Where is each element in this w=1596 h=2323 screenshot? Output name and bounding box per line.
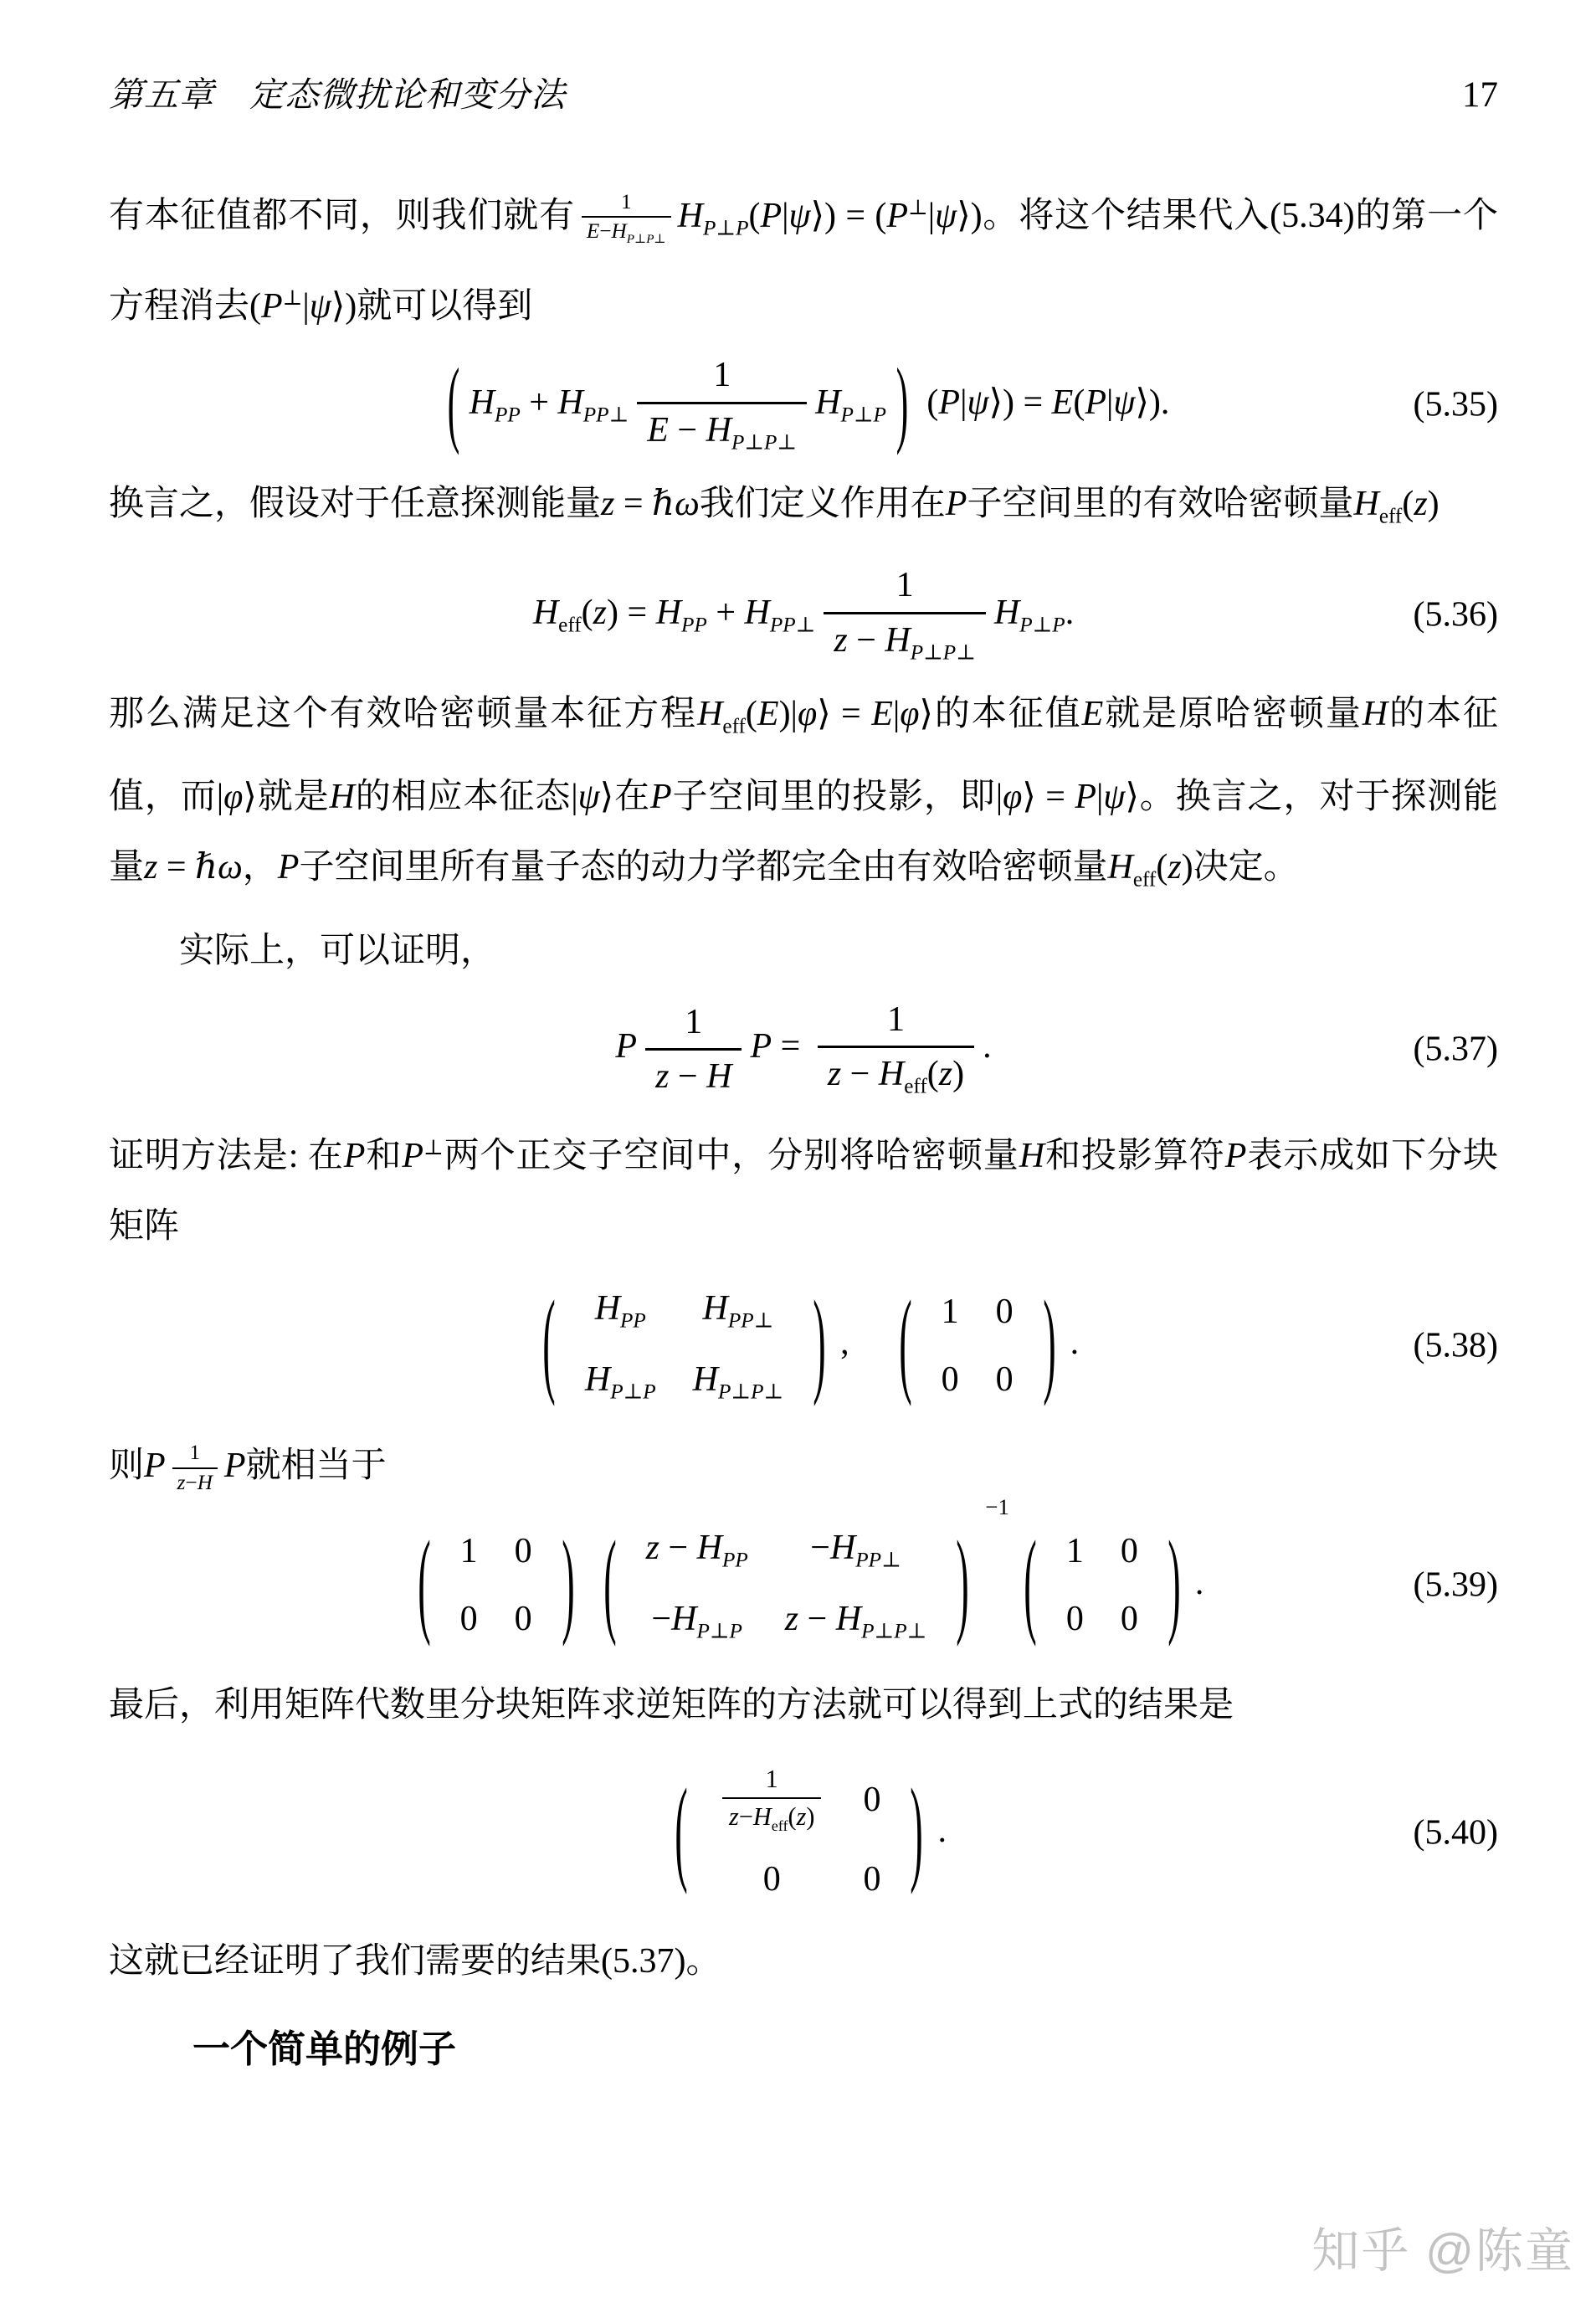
equation-5-36-body: $H_{eff}(z) = H_{PP} + H_{PP\perp}$ $\frac{1}{z - H_{P\perp P\perp}}$ $H_{P\perp P}$.	[532, 566, 1075, 665]
equation-5-37-body: P $\frac{1}{z - H}$ P = $\frac{1}{z - H_{eff}(z)}$ .	[615, 1000, 992, 1098]
equation-5-38	[109, 1275, 1498, 1417]
equation-5-36-number: (5.36)	[1413, 595, 1498, 635]
paragraph-intro: 有本征值都不同，则我们就有 $\frac{1}{E-H_{P\perp P\perp}}$ $H_{P\perp P}(P|\psi⟩)$ = (P⊥|ψ⟩)。将这个结果代入(5.34)的第一个方程消去(P⊥|ψ⟩)就可以得到	[109, 190, 1498, 326]
paragraph-block-inverse: 最后，利用矩阵代数里分块矩阵求逆矩阵的方法就可以得到上式的结果是	[109, 1686, 1234, 1725]
page-body	[0, 173, 1596, 2073]
equation-5-36	[109, 565, 1498, 666]
chapter-title: 第五章 定态微扰论和变分法	[109, 75, 566, 114]
equation-5-37-number: (5.37)	[1413, 1030, 1498, 1069]
paragraph-equivalent-to: 则P $\frac{1}{z-H}$ P就相当于	[109, 1442, 387, 1495]
equation-5-38-body: ( $H_{PP}$ $H_{PP\perp}$ $H_{P\perp P}$ $H_{P\perp P\perp}$ ) , ( 1 0 0 0 ) .	[542, 1280, 1080, 1410]
paragraph-in-fact: 实际上，可以证明，	[179, 931, 496, 970]
equation-5-35-number: (5.35)	[1413, 385, 1498, 424]
equation-5-35	[109, 352, 1498, 458]
page-number: 17	[1462, 75, 1498, 115]
equation-5-37	[109, 1000, 1498, 1100]
paragraph-eigenvalue-discussion: 那么满足这个有效哈密顿量本征方程$H_{eff}(E)|\varphi⟩$ = E|φ⟩的本征值E就是原哈密顿量H的本征值，而|φ⟩就是H的相应本征态|ψ⟩在P子空间里的投影，即|φ⟩ = P|ψ⟩。换言之，对于探测能量z = ℏω，P子空间里所有量子态的动力学都完全由有效哈密顿量$H_{eff}(z)$决定。	[109, 695, 1498, 892]
watermark-zhihu: 知乎 @陈童	[1311, 2224, 1574, 2278]
section-heading-simple-example: 一个简单的例子	[192, 2028, 457, 2071]
equation-5-38-number: (5.38)	[1413, 1326, 1498, 1365]
paragraph-proof-method: 证明方法是: 在P和P⊥两个正交子空间中，分别将哈密顿量H和投影算符P表示成如下分块矩阵	[109, 1136, 1498, 1246]
equation-5-39-body: ( 1 0 0 0 ) ( $z - H_{PP}$ $-H_{PP\perp}$ $-H_{P\perp P}$ $z - H_{P\perp P\perp}$ ) $^{-1}$ ( 1 0 0 0 ) .	[417, 1493, 1204, 1650]
equation-5-40	[109, 1754, 1498, 1913]
equation-5-40-body: ( $\frac{1}{z-H_{eff}(z)}$ 0 0 0 ) .	[675, 1765, 947, 1899]
equation-5-39-number: (5.39)	[1413, 1565, 1498, 1605]
equation-5-35-body: ( $H_{PP} + H_{PP\perp}$ $\frac{1}{E - H_{P\perp P\perp}}$ $H_{P\perp P}$ ) (P|ψ⟩) = E(P|ψ⟩).	[447, 352, 1170, 458]
equation-5-39	[109, 1493, 1498, 1657]
page-header	[0, 0, 1596, 116]
paragraph-conclusion: 这就已经证明了我们需要的结果(5.37)。	[109, 1942, 721, 1981]
equation-5-40-number: (5.40)	[1413, 1813, 1498, 1853]
paragraph-define-heff: 换言之，假设对于任意探测能量z = ℏω我们定义作用在P子空间里的有效哈密顿量$H_{eff}(z)$	[109, 485, 1439, 528]
